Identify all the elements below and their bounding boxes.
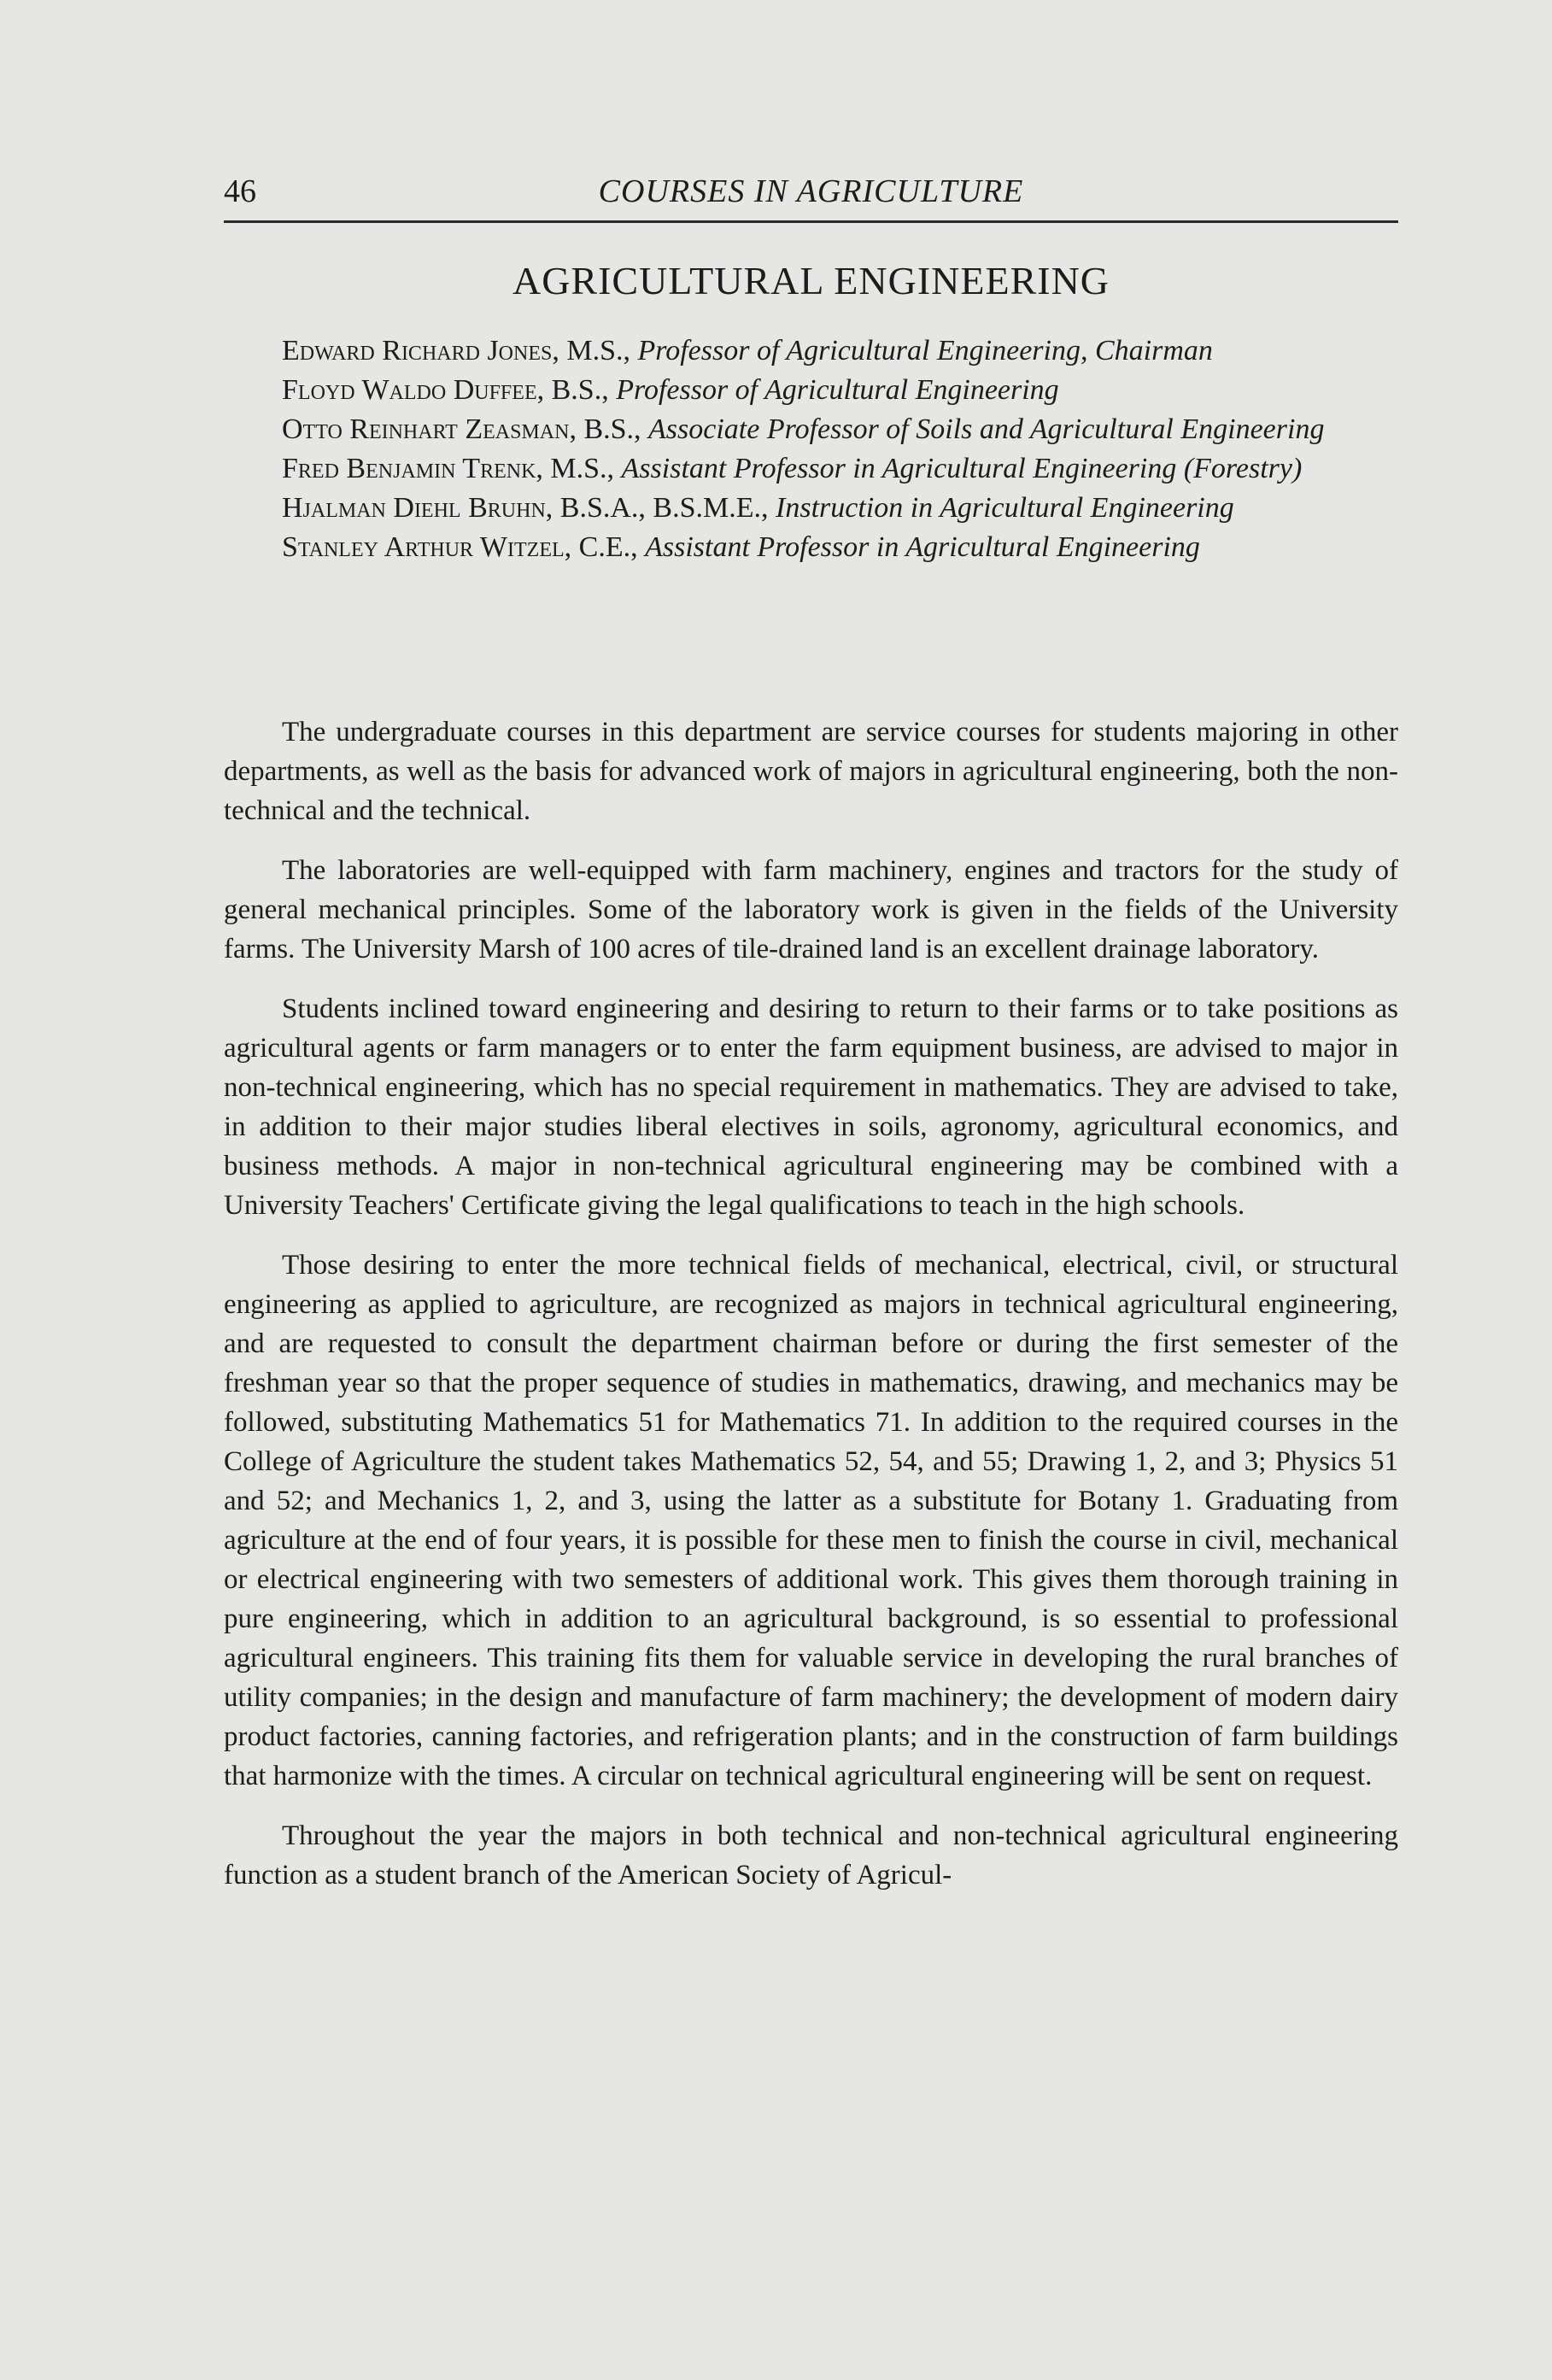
page-number: 46 xyxy=(224,173,256,209)
running-title: COURSES IN AGRICULTURE xyxy=(598,173,1024,209)
faculty-degree: , C.E., xyxy=(564,531,646,563)
faculty-entry xyxy=(282,410,1398,449)
faculty-entry xyxy=(282,489,1398,528)
faculty-degree: , M.S., xyxy=(536,453,622,484)
faculty-title: Assistant Professor in Agricultural Engineering xyxy=(645,531,1200,563)
faculty-degree: , B.S., xyxy=(569,413,649,445)
faculty-name: Stanley Arthur Witzel xyxy=(282,531,565,563)
faculty-name: Otto Reinhart Zeasman xyxy=(282,413,570,445)
faculty-degree: , M.S., xyxy=(552,335,638,366)
paragraph: The undergraduate courses in this department are service courses for students majoring in other departments, as well as the basis for advanced work of majors in agricultural engineering, both the non-technical and the technical. xyxy=(224,717,1398,826)
faculty-title: Professor of Agricultural Engineering xyxy=(616,374,1059,406)
paragraph: Students inclined toward engineering and desiring to return to their farms or to take positions as agricultural agents or farm managers or to enter the farm equipment business, are advised to major in non-technical engineering, which has no special requirement in mathematics. They are advised to take, in addition to their major studies liberal electives in soils, agronomy, agricultural economics, and business methods. A major in non-technical agricultural engineering may be combined with a University Teachers' Certificate giving the legal qualifications to teach in the high schools. xyxy=(224,994,1398,1221)
faculty-title: Instruction in Agricultural Engineering xyxy=(776,492,1234,524)
page-header xyxy=(224,173,1398,214)
faculty-title: Assistant Professor in Agricultural Engineering (Forestry) xyxy=(621,453,1303,484)
paragraph: The laboratories are well-equipped with farm machinery, engines and tractors for the study of general mechanical principles. Some of the laboratory work is given in the fields of the University farms. The University Marsh of 100 acres of tile-drained land is an excellent drainage laboratory. xyxy=(224,855,1398,964)
faculty-degree: , B.S., xyxy=(536,374,617,406)
body-text xyxy=(224,712,1398,1915)
section-title: AGRICULTURAL ENGINEERING xyxy=(512,259,1110,302)
faculty-entry xyxy=(282,449,1398,489)
faculty-entry xyxy=(282,528,1398,567)
faculty-list xyxy=(282,331,1398,567)
faculty-entry xyxy=(282,371,1398,410)
faculty-name: Hjalman Diehl Bruhn xyxy=(282,492,546,524)
faculty-degree: , B.S.A., B.S.M.E., xyxy=(545,492,776,524)
faculty-name: Fred Benjamin Trenk xyxy=(282,453,536,484)
faculty-title: Professor of Agricultural Engineering, Chairman xyxy=(637,335,1213,366)
faculty-name: Floyd Waldo Duffee xyxy=(282,374,537,406)
faculty-title: Associate Professor of Soils and Agricultural Engineering xyxy=(648,413,1325,445)
paragraph: Those desiring to enter the more technical fields of mechanical, electrical, civil, or structural engineering as applied to agriculture, are recognized as majors in technical agricultural engineering, and are requested to consult the department chairman before or during the first semester of the freshman year so that the proper sequence of studies in mathematics, drawing, and mechanics may be followed, substituting Mathematics 51 for Mathematics 71. In addition to the required courses in the College of Agriculture the student takes Mathematics 52, 54, and 55; Drawing 1, 2, and 3; Physics 51 and 52; and Mechanics 1, 2, and 3, using the latter as a substitute for Botany 1. Graduating from agriculture at the end of four years, it is possible for these men to finish the course in civil, mechanical or electrical engineering with two semesters of additional work. This gives them thorough training in pure engineering, which in addition to an agricultural background, is so essential to professional agricultural engineers. This training fits them for valuable service in developing the rural branches of utility companies; in the design and manufacture of farm machinery; the development of modern dairy product factories, canning factories, and refrigeration plants; and in the construction of farm buildings that harmonize with the times. A circular on technical agricultural engineering will be sent on request. xyxy=(224,1250,1398,1791)
header-rule xyxy=(224,220,1398,223)
paragraph: Throughout the year the majors in both technical and non-technical agricultural engineering function as a student branch of the American Society of Agricul- xyxy=(224,1820,1398,1891)
faculty-name: Edward Richard Jones xyxy=(282,335,553,366)
faculty-entry xyxy=(282,331,1398,371)
